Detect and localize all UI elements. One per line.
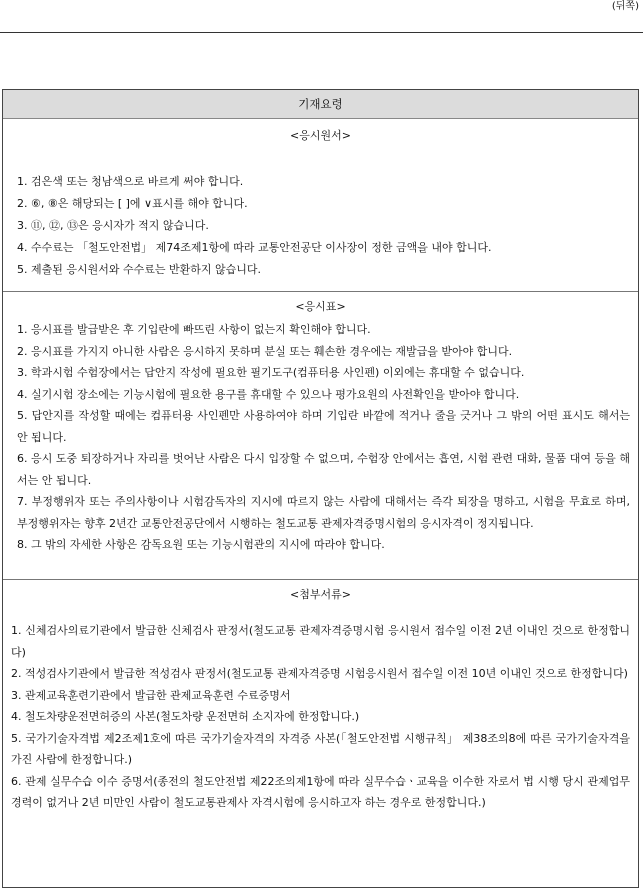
list-item: 3. 관제교육훈련기관에서 발급한 관제교육훈련 수료증명서 [11, 688, 291, 702]
list-item: 4. 철도차량운전면허증의 사본(철도차량 운전면허 소지자에 한정합니다.) [11, 710, 360, 723]
page-side-note: (뒤쪽) [611, 1, 639, 12]
instructions-box [2, 89, 639, 888]
section-exam-ticket [3, 292, 638, 580]
top-divider [0, 32, 643, 33]
list-item: 5. 답안지를 작성할 때에는 컴퓨터용 사인펜만 사용하여야 하며 기입란 바깥에 적거나 줄을 긋거나 그 밖의 어떤 표시도 해서는 안 됩니다. [17, 409, 630, 444]
list-item: 6. 관제 실무수습 이수 증명서(종전의 철도안전법 제22조의제1항에 따라 실무수습ㆍ교육을 이수한 자로서 법 시행 당시 관제업무 경력이 없거나 2년 미만인 사람이 철도교통관제사 자격시험에 응시하고자 하는 경우로 한정합니다.) [11, 774, 630, 809]
section-application-form [3, 119, 638, 292]
list-item: 5. 제출된 응시원서와 수수료는 반환하지 않습니다. [17, 263, 261, 276]
section-title: <응시표> [295, 300, 346, 313]
list-item: 3. ⑪, ⑫, ⑬은 응시자가 적지 않습니다. [17, 219, 209, 232]
box-header: 기재요령 [3, 90, 638, 119]
list-item: 3. 학과시험 수험장에서는 답안지 작성에 필요한 필기도구(컴퓨터용 사인펜) 이외에는 휴대할 수 없습니다. [17, 366, 525, 379]
section-title: <응시원서> [290, 129, 351, 142]
list-item: 5. 국가기술자격법 제2조제1호에 따른 국가기술자격의 자격증 사본(「철도안전법 시행규칙」 제38조의8에 따른 국가기술자격을 가진 사람에 한정합니다.) [11, 731, 630, 766]
list-item: 6. 응시 도중 퇴장하거나 자리를 벗어난 사람은 다시 입장할 수 없으며, 수험장 안에서는 흡연, 시험 관련 대화, 물품 대여 등을 해서는 안 됩니다. [17, 452, 630, 487]
list-item: 2. ⑥, ⑧은 해당되는 [ ]에 ∨표시를 해야 합니다. [17, 197, 248, 210]
list-item: 7. 부정행위자 또는 주의사항이나 시험감독자의 지시에 따르지 않는 사람에 대해서는 즉각 퇴장을 명하고, 시험을 무효로 하며, 부정행위자는 향후 2년간 교통안전공단에서 시행하는 철도교통 관제자격증명시험의 응시자격이 정지됩니다. [17, 495, 630, 530]
list-item: 1. 신체검사의료기관에서 발급한 신체검사 판정서(철도교통 관제자격증명시험 응시원서 접수일 이전 2년 이내인 것으로 한정합니다) [11, 624, 630, 659]
list-item: 4. 실기시험 장소에는 기능시험에 필요한 용구를 휴대할 수 있으나 평가요원의 사전확인을 받아야 합니다. [17, 387, 520, 401]
list-item: 2. 응시표를 가지지 아니한 사람은 응시하지 못하며 분실 또는 훼손한 경우에는 재발급을 받아야 합니다. [17, 344, 513, 358]
list-item: 8. 그 밖의 자세한 사항은 감독요원 또는 기능시험관의 지시에 따라야 합니다. [17, 538, 385, 551]
section-attachments [3, 580, 638, 890]
list-item: 1. 검은색 또는 청남색으로 바르게 써야 합니다. [17, 175, 244, 188]
list-item: 1. 응시표를 발급받은 후 기입란에 빠뜨린 사항이 없는지 확인해야 합니다. [17, 323, 371, 336]
list-item: 2. 적성검사기관에서 발급한 적성검사 판정서(철도교통 관제자격증명 시험응시원서 접수일 이전 10년 이내인 것으로 한정합니다) [11, 667, 628, 680]
section-title: <첨부서류> [290, 588, 351, 601]
list-item: 4. 수수료는 「철도안전법」 제74조제1항에 따라 교통안전공단 이사장이 정한 금액을 내야 합니다. [17, 241, 492, 254]
